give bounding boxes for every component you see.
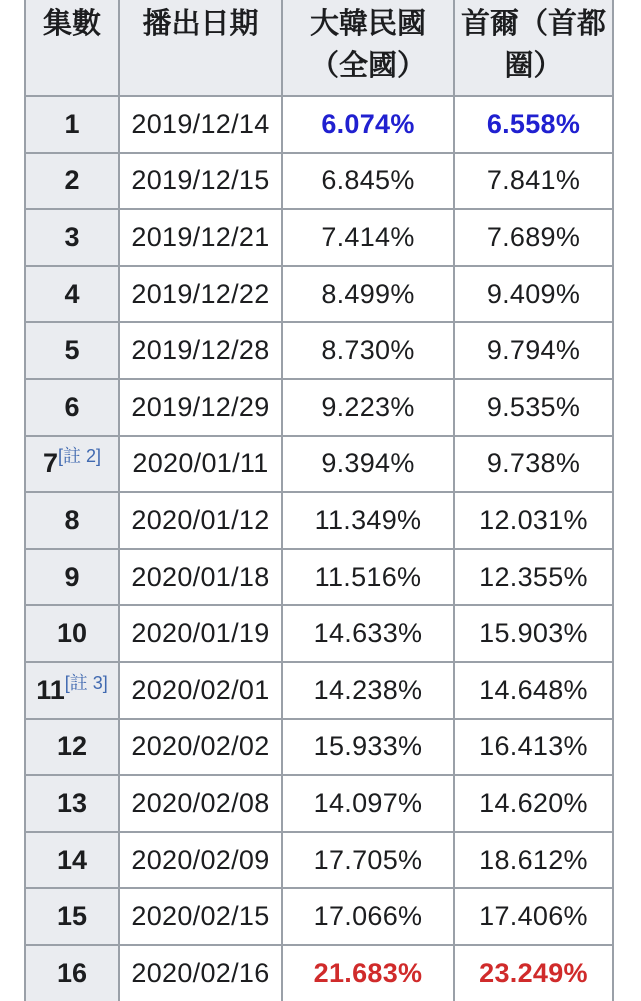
air-date-cell: 2020/01/18 [119, 549, 282, 606]
nationwide-rating-cell: 6.845% [282, 153, 454, 210]
footnote-link[interactable]: [註 2] [58, 446, 102, 467]
table-row [25, 605, 613, 662]
episode-cell [25, 719, 119, 776]
table-row [25, 379, 613, 436]
episode-cell [25, 266, 119, 323]
ratings-table-body [25, 96, 613, 1001]
air-date-cell: 2020/01/12 [119, 492, 282, 549]
air-date-cell: 2020/02/16 [119, 945, 282, 1001]
header-nationwide [282, 0, 454, 96]
header-air-date-label: 播出日期 [142, 8, 259, 40]
air-date-cell: 2019/12/21 [119, 209, 282, 266]
seoul-rating-cell: 9.794% [454, 322, 613, 379]
seoul-rating-cell: 12.355% [454, 549, 613, 606]
air-date-cell: 2020/01/19 [119, 605, 282, 662]
air-date-cell: 2019/12/29 [119, 379, 282, 436]
episode-cell [25, 549, 119, 606]
header-seoul-label-line2: 圈） [504, 50, 563, 82]
nationwide-rating-cell: 11.516% [282, 549, 454, 606]
episode-cell [25, 492, 119, 549]
header-episode-label: 集數 [42, 8, 101, 40]
header-row [25, 0, 613, 96]
nationwide-rating-cell: 8.730% [282, 322, 454, 379]
air-date-cell: 2020/02/08 [119, 775, 282, 832]
episode-cell [25, 436, 119, 493]
seoul-rating-cell: 23.249% [454, 945, 613, 1001]
seoul-rating-cell: 7.689% [454, 209, 613, 266]
table-row [25, 209, 613, 266]
table-row [25, 832, 613, 889]
episode-number: 6 [64, 391, 80, 422]
episode-cell [25, 209, 119, 266]
nationwide-rating-cell: 9.394% [282, 436, 454, 493]
nationwide-rating-cell: 21.683% [282, 945, 454, 1001]
header-nationwide-label: 大韓民國 [309, 8, 426, 40]
episode-number: 7 [42, 448, 58, 479]
table-row [25, 775, 613, 832]
seoul-rating-cell: 14.620% [454, 775, 613, 832]
table-row [25, 888, 613, 945]
nationwide-rating-cell: 9.223% [282, 379, 454, 436]
nationwide-rating-cell: 17.066% [282, 888, 454, 945]
seoul-rating-cell: 9.409% [454, 266, 613, 323]
air-date-cell: 2020/02/15 [119, 888, 282, 945]
nationwide-rating-cell: 11.349% [282, 492, 454, 549]
seoul-rating-cell: 16.413% [454, 719, 613, 776]
episode-number: 9 [64, 561, 80, 592]
nationwide-rating-cell: 14.238% [282, 662, 454, 719]
episode-cell [25, 379, 119, 436]
table-row [25, 719, 613, 776]
air-date-cell: 2019/12/15 [119, 153, 282, 210]
episode-cell [25, 605, 119, 662]
episode-cell [25, 775, 119, 832]
episode-cell [25, 96, 119, 153]
seoul-rating-cell: 12.031% [454, 492, 613, 549]
episode-number: 10 [56, 618, 88, 649]
nationwide-rating-cell: 15.933% [282, 719, 454, 776]
episode-cell [25, 662, 119, 719]
table-row [25, 322, 613, 379]
episode-number: 15 [56, 901, 88, 932]
table-row [25, 266, 613, 323]
air-date-cell: 2019/12/14 [119, 96, 282, 153]
air-date-cell: 2019/12/28 [119, 322, 282, 379]
seoul-rating-cell: 18.612% [454, 832, 613, 889]
episode-number: 14 [56, 844, 88, 875]
episode-cell [25, 945, 119, 1001]
nationwide-rating-cell: 8.499% [282, 266, 454, 323]
episode-cell [25, 153, 119, 210]
header-seoul-label: 首爾（首都 [460, 8, 606, 40]
ratings-table [24, 0, 614, 1001]
episode-number: 1 [64, 108, 80, 139]
table-row [25, 662, 613, 719]
table-row [25, 492, 613, 549]
table-row [25, 436, 613, 493]
seoul-rating-cell: 9.535% [454, 379, 613, 436]
episode-number: 16 [56, 957, 88, 988]
table-row [25, 549, 613, 606]
footnote-link[interactable]: [註 3] [64, 672, 108, 693]
seoul-rating-cell: 14.648% [454, 662, 613, 719]
episode-cell [25, 888, 119, 945]
table-row [25, 96, 613, 153]
episode-number: 5 [64, 335, 80, 366]
air-date-cell: 2020/02/02 [119, 719, 282, 776]
nationwide-rating-cell: 14.097% [282, 775, 454, 832]
episode-number: 4 [64, 278, 80, 309]
episode-number: 11 [36, 674, 65, 705]
air-date-cell: 2019/12/22 [119, 266, 282, 323]
header-nationwide-label-line2: （全國） [309, 50, 426, 82]
seoul-rating-cell: 7.841% [454, 153, 613, 210]
header-seoul [454, 0, 613, 96]
air-date-cell: 2020/01/11 [119, 436, 282, 493]
air-date-cell: 2020/02/09 [119, 832, 282, 889]
header-air-date [119, 0, 282, 96]
episode-cell [25, 832, 119, 889]
episode-cell [25, 322, 119, 379]
episode-number: 13 [56, 787, 88, 818]
seoul-rating-cell: 17.406% [454, 888, 613, 945]
nationwide-rating-cell: 14.633% [282, 605, 454, 662]
episode-number: 8 [64, 504, 80, 535]
air-date-cell: 2020/02/01 [119, 662, 282, 719]
episode-number: 2 [64, 165, 80, 196]
seoul-rating-cell: 15.903% [454, 605, 613, 662]
episode-number: 12 [56, 731, 88, 762]
seoul-rating-cell: 6.558% [454, 96, 613, 153]
nationwide-rating-cell: 6.074% [282, 96, 454, 153]
header-episode [25, 0, 119, 96]
ratings-table-header [25, 0, 613, 96]
table-row [25, 945, 613, 1001]
seoul-rating-cell: 9.738% [454, 436, 613, 493]
episode-number: 3 [64, 221, 80, 252]
nationwide-rating-cell: 17.705% [282, 832, 454, 889]
table-row [25, 153, 613, 210]
nationwide-rating-cell: 7.414% [282, 209, 454, 266]
